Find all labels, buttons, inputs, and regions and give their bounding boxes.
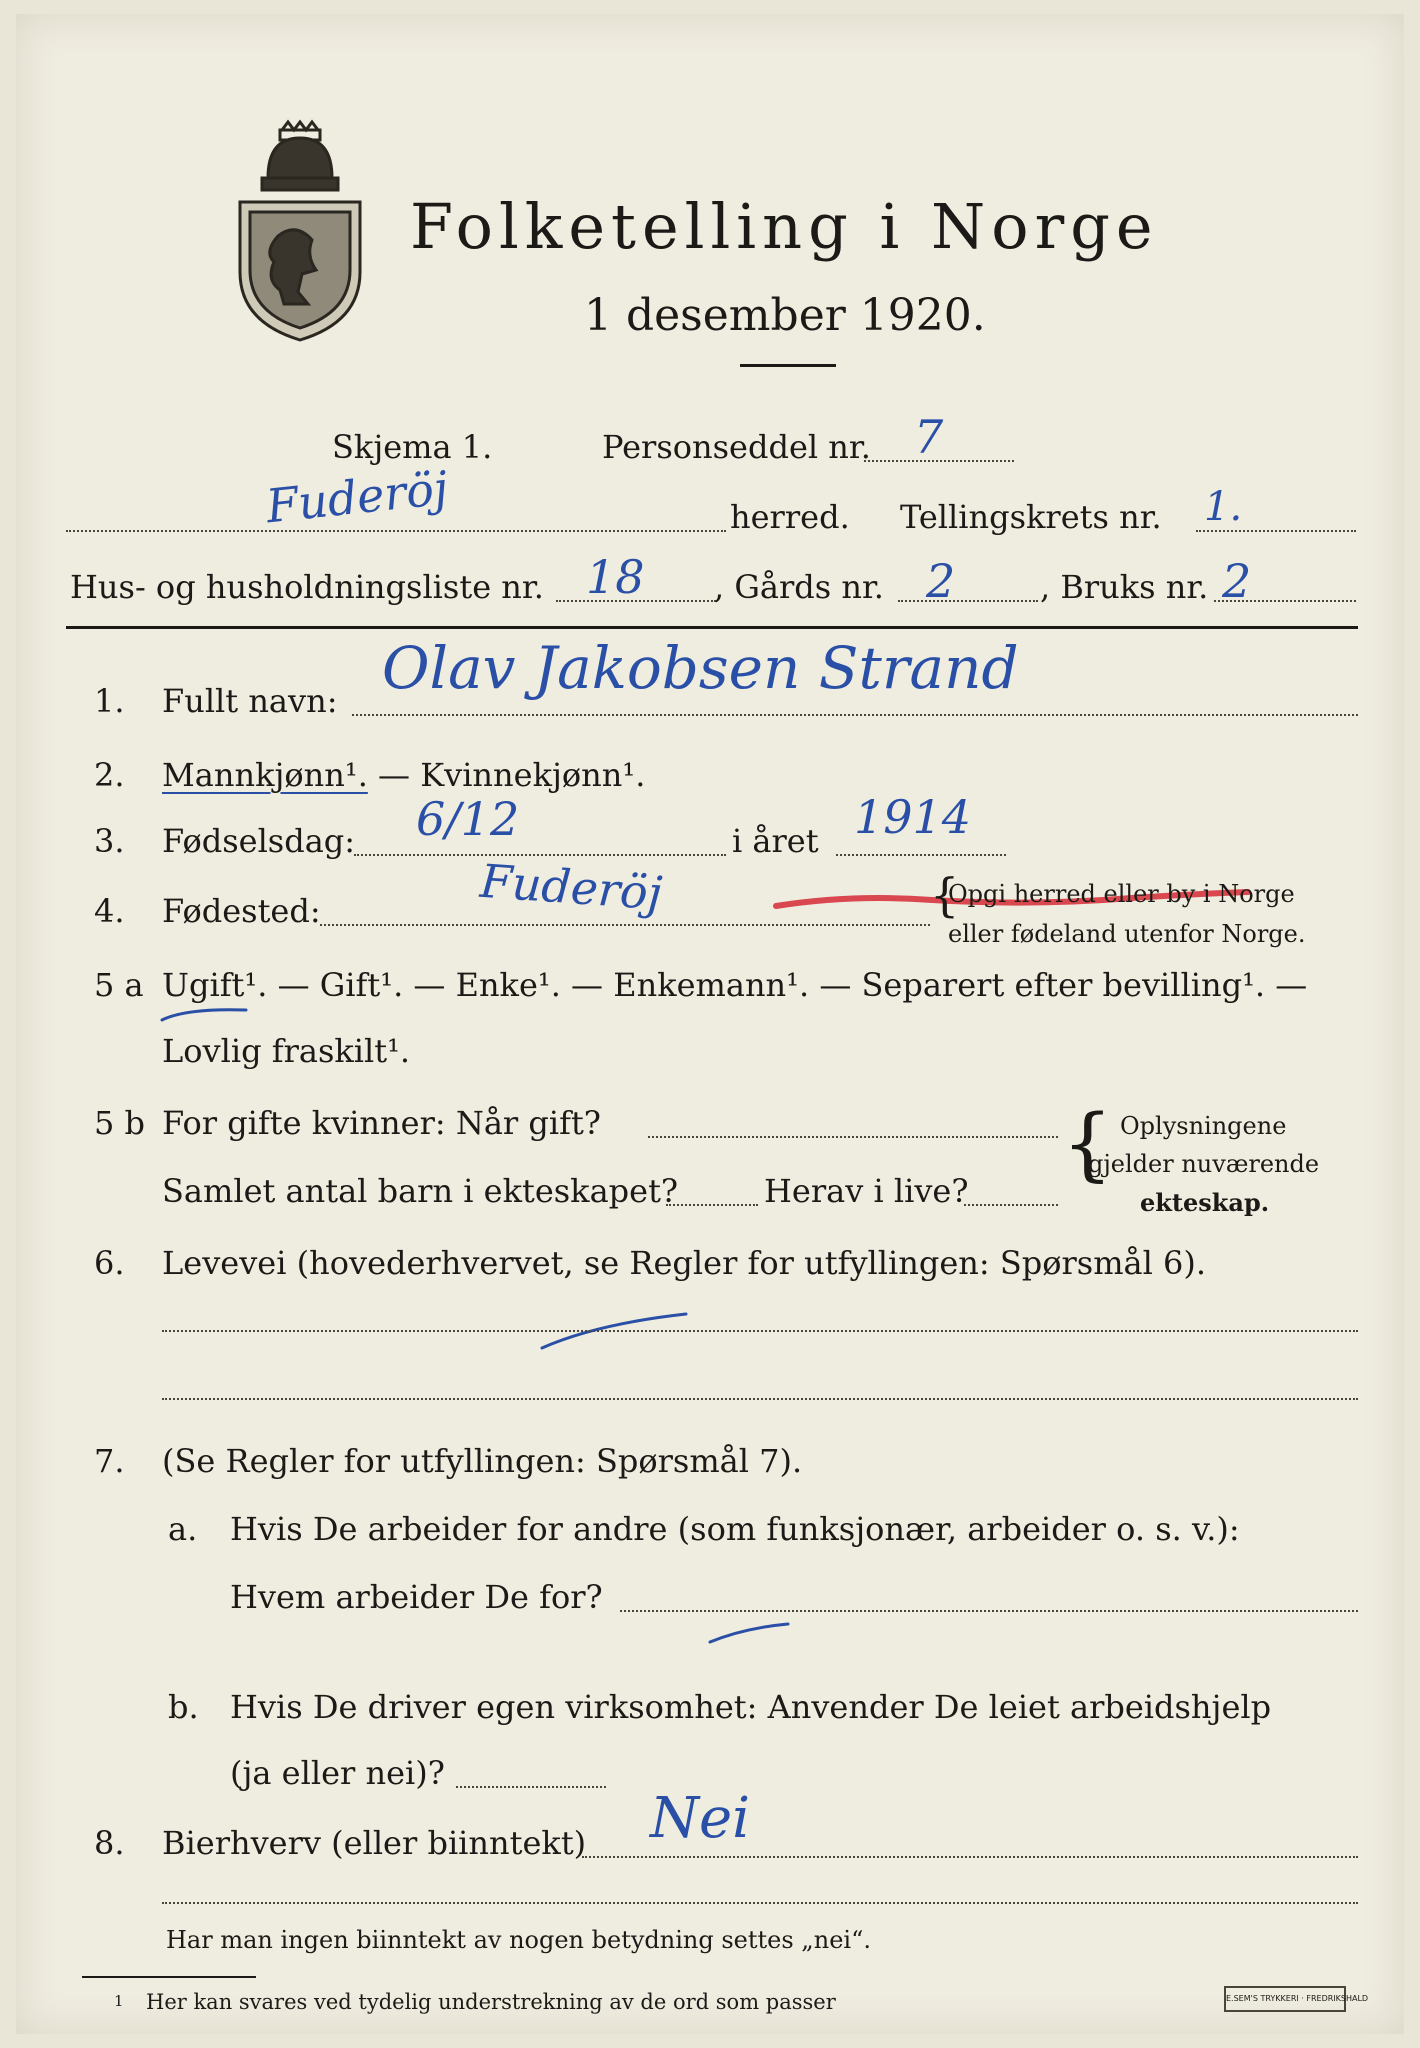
q4-brace: {: [930, 868, 960, 922]
q5a-options: [162, 966, 1307, 1004]
q4-line: [320, 924, 930, 926]
gards-label: , Gårds nr.: [714, 568, 884, 606]
q6-ink-dash: [536, 1304, 696, 1354]
q8-value: Nei: [650, 1786, 751, 1851]
q7a-label2: Hvem arbeider De for?: [230, 1578, 603, 1616]
q5b-note-line1: Oplysningene: [1120, 1112, 1287, 1140]
q5b-label-children: Samlet antal barn i ekteskapet?: [162, 1172, 679, 1210]
q5b-note-line2: gjelder nuværende: [1088, 1150, 1320, 1178]
footnote-marker: 1: [114, 1992, 124, 2010]
q5b-label-when-married: For gifte kvinner: Når gift?: [162, 1104, 601, 1142]
q1-full-name-value: Olav Jakobsen Strand: [382, 634, 1019, 702]
q3-year-value: 1914: [854, 790, 972, 844]
census-date: 1 desember 1920.: [584, 290, 986, 341]
q8-line: [582, 1856, 1358, 1858]
q7a-line: [620, 1610, 1358, 1612]
bruks-value: 2: [1222, 554, 1252, 608]
q5b-when-line: [648, 1136, 1058, 1138]
q5b-children-line: [666, 1204, 758, 1206]
form-title: Folketelling i Norge: [410, 190, 1159, 263]
q8-label: Bierhverv (eller biinntekt): [162, 1824, 587, 1862]
q3-number: 3.: [94, 822, 125, 860]
footnote-rule: [82, 1976, 256, 1978]
q5a-line2: Lovlig fraskilt¹.: [162, 1032, 411, 1070]
header-rule: [66, 626, 1358, 629]
herred-value: Fuderöj: [263, 460, 451, 534]
q5b-number: 5 b: [94, 1104, 146, 1142]
q7a-letter: a.: [168, 1510, 198, 1548]
q6-line2: [162, 1398, 1358, 1400]
q3-year-line: [836, 854, 1006, 856]
q7b-line: [456, 1786, 606, 1788]
q5b-note-line3: ekteskap.: [1140, 1188, 1270, 1217]
q3-year-label: i året: [732, 822, 819, 860]
q1-number: 1.: [94, 682, 125, 720]
q6-number: 6.: [94, 1244, 125, 1282]
q2-number: 2.: [94, 756, 125, 794]
q6-label: Levevei (hovederhvervet, se Regler for utfyllingen: Spørsmål 6).: [162, 1244, 1207, 1282]
q5a-ugift-option: Ugift¹.: [162, 966, 268, 1004]
q8-line2: [162, 1902, 1358, 1904]
q2-female-option: — Kvinnekjønn¹.: [367, 756, 646, 794]
herred-line: [66, 530, 726, 532]
census-form-page: [16, 14, 1404, 2034]
q5b-brace: {: [1062, 1097, 1113, 1190]
q7b-label1: Hvis De driver egen virksomhet: Anvender De leiet arbeidshjelp: [230, 1688, 1272, 1726]
q3-label: Fødselsdag:: [162, 822, 356, 860]
q3-birthday-value: 6/12: [416, 792, 520, 846]
q3-line: [354, 854, 726, 856]
husliste-label: Hus- og husholdningsliste nr.: [70, 568, 544, 606]
q1-label: Fullt navn:: [162, 682, 338, 720]
q7b-label2: (ja eller nei)?: [230, 1754, 445, 1792]
q2-male-option: Mannkjønn¹.: [162, 756, 368, 794]
q6-line1: [162, 1330, 1358, 1332]
q4-note-line2: eller fødeland utenfor Norge.: [948, 920, 1306, 948]
husliste-value: 18: [586, 550, 645, 604]
q2-sex-options: [162, 756, 645, 794]
q8-note: Har man ingen biinntekt av nogen betydning settes „nei“.: [166, 1926, 871, 1954]
schema-label: Skjema 1.: [332, 428, 493, 466]
personseddel-label: Personseddel nr.: [602, 428, 871, 466]
q8-number: 8.: [94, 1824, 125, 1862]
title-divider: [740, 364, 836, 367]
q1-line: [352, 714, 1358, 716]
q7a-label1: Hvis De arbeider for andre (som funksjonær, arbeider o. s. v.):: [230, 1510, 1240, 1548]
q4-birthplace-value: Fuderöj: [478, 853, 664, 921]
gards-value: 2: [926, 554, 956, 608]
herred-label: herred.: [730, 498, 850, 536]
bruks-label: , Bruks nr.: [1040, 568, 1209, 606]
printer-stamp: E.SEM'S TRYKKERI · FREDRIKSHALD: [1224, 1986, 1346, 2012]
ugift-ink-mark: [156, 1004, 256, 1026]
q7-label: (Se Regler for utfyllingen: Spørsmål 7).: [162, 1442, 803, 1480]
q5b-label-alive: Herav i live?: [764, 1172, 969, 1210]
q7a-ink-dash: [704, 1618, 794, 1648]
norwegian-coat-of-arms-icon: [230, 118, 370, 348]
q4-note-line1: Opgi herred eller by i Norge: [948, 880, 1295, 908]
q5a-other-options: — Gift¹. — Enke¹. — Enkemann¹. — Separert efter bevilling¹. —: [267, 966, 1308, 1004]
gards-line: [898, 600, 1038, 602]
tellingskrets-line: [1196, 530, 1356, 532]
footnote-text: Her kan svares ved tydelig understrekning av de ord som passer: [146, 1990, 836, 2014]
tellingskrets-value: 1.: [1204, 484, 1243, 530]
q7-number: 7.: [94, 1442, 125, 1480]
q4-label: Fødested:: [162, 892, 321, 930]
q4-number: 4.: [94, 892, 125, 930]
q5a-number: 5 a: [94, 966, 144, 1004]
personseddel-value: 7: [914, 410, 944, 464]
tellingskrets-label: Tellingskrets nr.: [900, 498, 1162, 536]
q5b-alive-line: [964, 1204, 1058, 1206]
q7b-letter: b.: [168, 1688, 199, 1726]
